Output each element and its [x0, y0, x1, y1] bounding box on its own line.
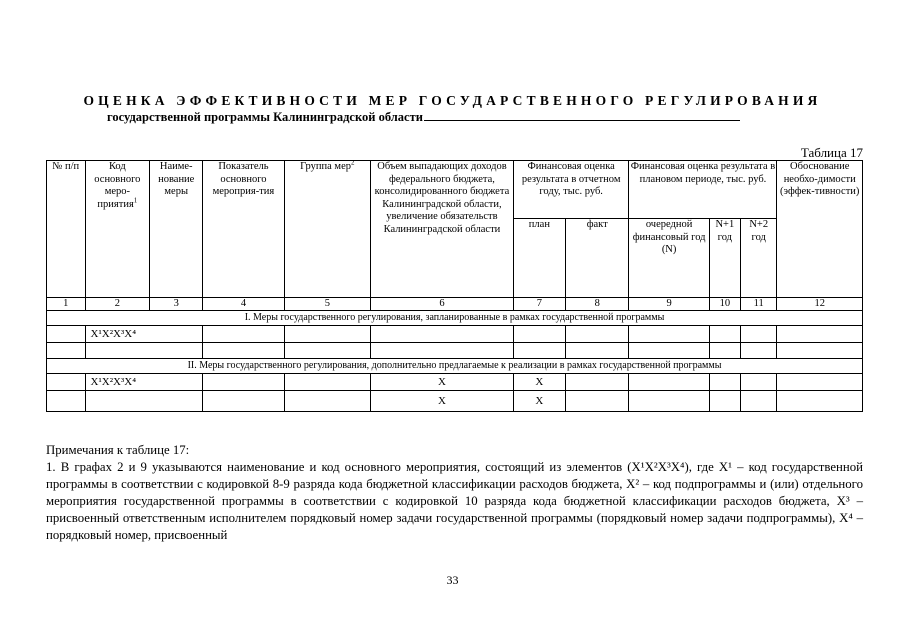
- table-cell: [85, 391, 203, 412]
- header-justification: Обоснование необхо-димости (эффек-тивности): [777, 161, 863, 298]
- col-num-12: 12: [777, 298, 863, 311]
- table-label: Таблица 17: [800, 145, 863, 160]
- table-row: [47, 391, 863, 412]
- header-code: [85, 161, 150, 298]
- section-1-row: [47, 311, 863, 326]
- table-cell: [284, 374, 370, 391]
- table-cell: [371, 343, 514, 359]
- table-cell: [203, 343, 284, 359]
- footnote-ref-1: 1: [133, 196, 138, 204]
- table-cell: [565, 326, 629, 343]
- table-cell: [203, 391, 284, 412]
- col-num-8: 8: [565, 298, 629, 311]
- table-cell: [284, 343, 370, 359]
- header-fact: факт: [565, 219, 629, 298]
- col-num-6: 6: [371, 298, 514, 311]
- table-cell: [740, 326, 776, 343]
- x-mark: X: [513, 374, 565, 391]
- col-num-2: 2: [85, 298, 150, 311]
- col-num-9: 9: [629, 298, 709, 311]
- table-cell: [740, 391, 776, 412]
- x-mark: X: [371, 391, 514, 412]
- header-group-text: Группа мер: [300, 161, 351, 172]
- header-fin-result: Финансовая оценка результата в отчетном году, тыс. руб.: [513, 161, 629, 219]
- section-2-title: II. Меры государственного регулирования, дополнительно предлагаемые к реализации в рамках государственной программы: [47, 359, 863, 374]
- table-cell: [709, 326, 740, 343]
- section-2-row: [47, 359, 863, 374]
- table-row: [47, 374, 863, 391]
- table-cell: [740, 374, 776, 391]
- subtitle-fill-line: [424, 110, 740, 121]
- column-number-row: [47, 298, 863, 311]
- header-indicator: Показатель основного мероприя-тия: [203, 161, 284, 298]
- header-plan: план: [513, 219, 565, 298]
- header-revenue: Объем выпадающих доходов федерального бюджета, консолидированного бюджета Калининградской области, увеличение обязательств Калининградской области: [371, 161, 514, 298]
- header-code-text: Код основного меро-приятия: [94, 161, 141, 210]
- table-cell: [777, 391, 863, 412]
- header-next-year: очередной финансовый год (N): [629, 219, 709, 298]
- table-cell: [47, 391, 86, 412]
- page-title: ОЦЕНКА ЭФФЕКТИВНОСТИ МЕР ГОСУДАРСТВЕННОГО РЕГУЛИРОВАНИЯ: [83, 93, 822, 108]
- header-n1: N+1 год: [709, 219, 740, 298]
- table-cell: [513, 343, 565, 359]
- col-num-4: 4: [203, 298, 284, 311]
- table-cell: [709, 391, 740, 412]
- header-num: № п/п: [47, 161, 86, 298]
- code-cell: X¹X²X³X⁴: [85, 326, 203, 343]
- header-fin-plan: Финансовая оценка результата в плановом периоде, тыс. руб.: [629, 161, 777, 219]
- notes: [46, 442, 863, 544]
- table-row: [47, 343, 863, 359]
- table-cell: [777, 343, 863, 359]
- header-n2: N+2 год: [740, 219, 776, 298]
- page-subtitle: [107, 110, 740, 125]
- col-num-10: 10: [709, 298, 740, 311]
- table-cell: [777, 326, 863, 343]
- x-mark: X: [371, 374, 514, 391]
- table-cell: [513, 326, 565, 343]
- table-cell: [284, 391, 370, 412]
- header-name: Наиме-нование меры: [150, 161, 203, 298]
- table-cell: [629, 374, 709, 391]
- table-cell: [709, 343, 740, 359]
- table-cell: [203, 374, 284, 391]
- table-cell: [47, 326, 86, 343]
- col-num-7: 7: [513, 298, 565, 311]
- col-num-1: 1: [47, 298, 86, 311]
- table-cell: [565, 343, 629, 359]
- table-cell: [47, 374, 86, 391]
- table-cell: [629, 326, 709, 343]
- table-cell: [371, 326, 514, 343]
- table-cell: [47, 343, 86, 359]
- table-cell: [709, 374, 740, 391]
- section-1-title: I. Меры государственного регулирования, запланированные в рамках государственной программы: [47, 311, 863, 326]
- subtitle-text: государственной программы Калининградской области: [107, 110, 423, 124]
- table-cell: [629, 343, 709, 359]
- table-cell: [565, 374, 629, 391]
- footnote-ref-2: 2: [351, 160, 355, 167]
- x-mark: X: [513, 391, 565, 412]
- header-row-1: [47, 161, 863, 219]
- table-cell: [85, 343, 203, 359]
- notes-heading: Примечания к таблице 17:: [46, 443, 190, 457]
- col-num-5: 5: [284, 298, 370, 311]
- table-cell: [203, 326, 284, 343]
- code-cell: X¹X²X³X⁴: [85, 374, 203, 391]
- table-cell: [629, 391, 709, 412]
- table-cell: [284, 326, 370, 343]
- table-cell: [740, 343, 776, 359]
- note-1: 1. В графах 2 и 9 указываются наименование и код основного мероприятия, состоящий из элементов (X¹X²X³X⁴), где X¹ – код государственной программы в соответствии с кодировкой 8-9 разряда кода бюджетной классификации расходов бюджета, X² – код подпрограммы и (или) отдельного мероприятия государственной программы в соответствии с кодировкой 10 разряда кода бюджетной классификации расходов бюджета, X³ – присвоенный ответственным исполнителем порядковый номер задачи государственной программы (порядковый номер задачи подпрограммы), X⁴ – порядковый номер, присвоенный: [46, 460, 863, 542]
- table-cell: [565, 391, 629, 412]
- table-row: [47, 326, 863, 343]
- page-number: 33: [446, 573, 459, 587]
- header-group: [284, 161, 370, 298]
- table-cell: [777, 374, 863, 391]
- col-num-3: 3: [150, 298, 203, 311]
- regulation-table: [46, 160, 863, 412]
- col-num-11: 11: [740, 298, 776, 311]
